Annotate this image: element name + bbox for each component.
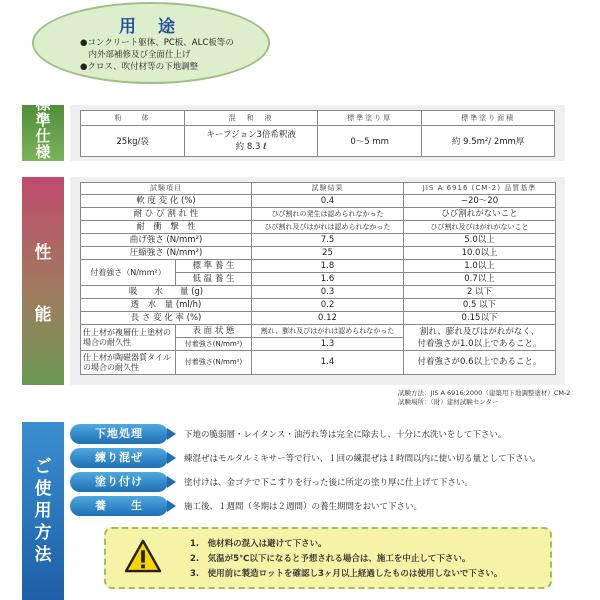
step-label: 養 生 <box>70 496 168 516</box>
mixing-liquid-line2: 約 8.3 ℓ <box>235 142 267 152</box>
standard-spec-label <box>22 94 64 170</box>
table-row: 耐 衝 撃 性 ひび割れ及びはがれは認められなかった ひび割れ及びはがれがないこと <box>81 221 556 234</box>
table-row: 付着強さ(N/mm²) 1.3 <box>81 338 556 351</box>
caution-list <box>190 537 502 582</box>
standard-spec-heading: 標準仕様 <box>35 94 51 161</box>
durability2-label: 仕上材が陶磁器質タイルの場合の耐久性 <box>81 351 176 375</box>
usage-method-label <box>22 422 64 600</box>
caution-item: 3. 使用前に製造ロットを確認し3ヶ月以上経過したものは使用しないで下さい。 <box>190 569 503 579</box>
test-location-note: 試験場所：（財）建材試験センター <box>398 398 499 406</box>
step-mixing <box>70 448 560 468</box>
warning-icon <box>124 539 162 573</box>
table-row: 仕上材が陶磁器質タイルの場合の耐久性 付着強さ(N/mm²) 1.4 付着強さが0.6以上であること。 <box>81 351 556 375</box>
header-powder: 粉 体 <box>81 111 185 126</box>
durability1-standard: 割れ、膨れ及びはがれがなく、 付着強さが1.0以上であること。 <box>404 325 556 351</box>
standard-spec-table <box>80 110 555 157</box>
table-row: 耐 ひ び 割 れ 性 ひび割れの発生は認められなかった ひび割れがないこと <box>81 208 556 221</box>
usage-method-heading: ご使用方法 <box>34 457 52 565</box>
performance-table <box>80 182 556 375</box>
mixing-liquid-line1: キープジョン3倍希釈液 <box>206 130 296 140</box>
step-curing <box>70 496 560 516</box>
step-label: 練り混ぜ <box>70 448 168 468</box>
test-notes <box>398 389 570 407</box>
step-application <box>70 472 560 492</box>
caution-item: 1. 他材料の混入は避けて下さい。 <box>190 539 327 549</box>
table-row: 曲げ強さ (N/mm²) 7.5 5.0以上 <box>81 234 556 247</box>
table-row: 軟 度 変 化 (%) 0.4 −20〜20 <box>81 195 556 208</box>
table-row: 長 さ 変 化 率 (%) 0.12 0.15以下 <box>81 312 556 325</box>
header-thickness: 標準塗り厚 <box>317 111 421 126</box>
table-row: 吸 水 量 (g) 0.3 2 以下 <box>81 286 556 299</box>
header-jis-standard: JIS A 6916 (CM-2) 品質基準 <box>404 183 556 195</box>
header-test-result: 試験結果 <box>252 183 404 195</box>
header-mixing-liquid: 混 和 液 <box>185 111 318 126</box>
cell-thickness: 0～5 mm <box>317 126 421 157</box>
usage-title: 用 途 <box>119 17 183 37</box>
step-text: 下地の脆弱層・レイタンス・油汚れ等は完全に除去し、十分に水洗いをして下さい。 <box>184 430 507 440</box>
table-row: 圧縮強さ (N/mm²) 25 10.0以上 <box>81 247 556 260</box>
step-label: 下地処理 <box>70 424 168 444</box>
step-label: 塗り付け <box>70 472 168 492</box>
usage-item: 内外部補修及び全面仕上げ <box>80 50 191 60</box>
performance-label <box>22 177 64 385</box>
usage-item: ●コンクリート躯体、PC板、ALC板等の <box>80 38 234 48</box>
caution-item: 2. 気温が5℃以下になると予想される場合は、施工を中止して下さい。 <box>190 554 471 564</box>
caution-box <box>104 527 552 589</box>
usage-panel <box>32 2 270 84</box>
table-row: 付着強さ（N/mm²） 標 準 養 生 1.8 1.0以上 <box>81 260 556 273</box>
step-text: 塗付けは、金ゴテで下こすりを行った後に所定の塗り厚に仕上げて下さい。 <box>184 478 474 488</box>
usage-list <box>80 37 234 73</box>
adhesion-label: 付着強さ（N/mm²） <box>81 260 176 286</box>
table-row: 透 水 量 (ml/h) 0.2 0.5 以下 <box>81 299 556 312</box>
table-row: 仕上材が複層仕上塗材の場合の耐久性 表 面 状 態 割れ、膨れ及びはがれは認められなかった 割れ、膨れ及びはがれがなく、 付着強さが1.0以上であること。 <box>81 325 556 338</box>
header-area: 標準塗り面積 <box>422 111 555 126</box>
step-surface-prep <box>70 424 560 444</box>
cell-mixing-liquid <box>185 126 318 157</box>
header-test-item: 試験項目 <box>81 183 252 195</box>
usage-item: ●クロス、吹付材等の下地調整 <box>80 62 199 72</box>
step-text: 施工後、１週間（冬期は２週間）の養生期間をおいて下さい。 <box>184 502 423 512</box>
durability1-label: 仕上材が複層仕上塗材の場合の耐久性 <box>81 325 176 351</box>
cell-powder: 25kg/袋 <box>81 126 185 157</box>
step-text: 練混ぜはモルタルミキサー等で行い、１回の練混ぜは１時間以内に使い切る量として下さい。 <box>184 454 541 464</box>
test-method-note: 試験方法：JIS A 6916:2000（建築用下地調整塗材）CM-2 <box>398 389 571 397</box>
table-row: 低 温 養 生 1.6 0.7以上 <box>81 273 556 286</box>
performance-heading-2: 能 <box>34 304 52 325</box>
performance-heading-1: 性 <box>34 242 52 263</box>
standard-spec-subheading: (資合) <box>33 161 53 170</box>
cell-area: 約 9.5m²/ 2mm厚 <box>422 126 555 157</box>
